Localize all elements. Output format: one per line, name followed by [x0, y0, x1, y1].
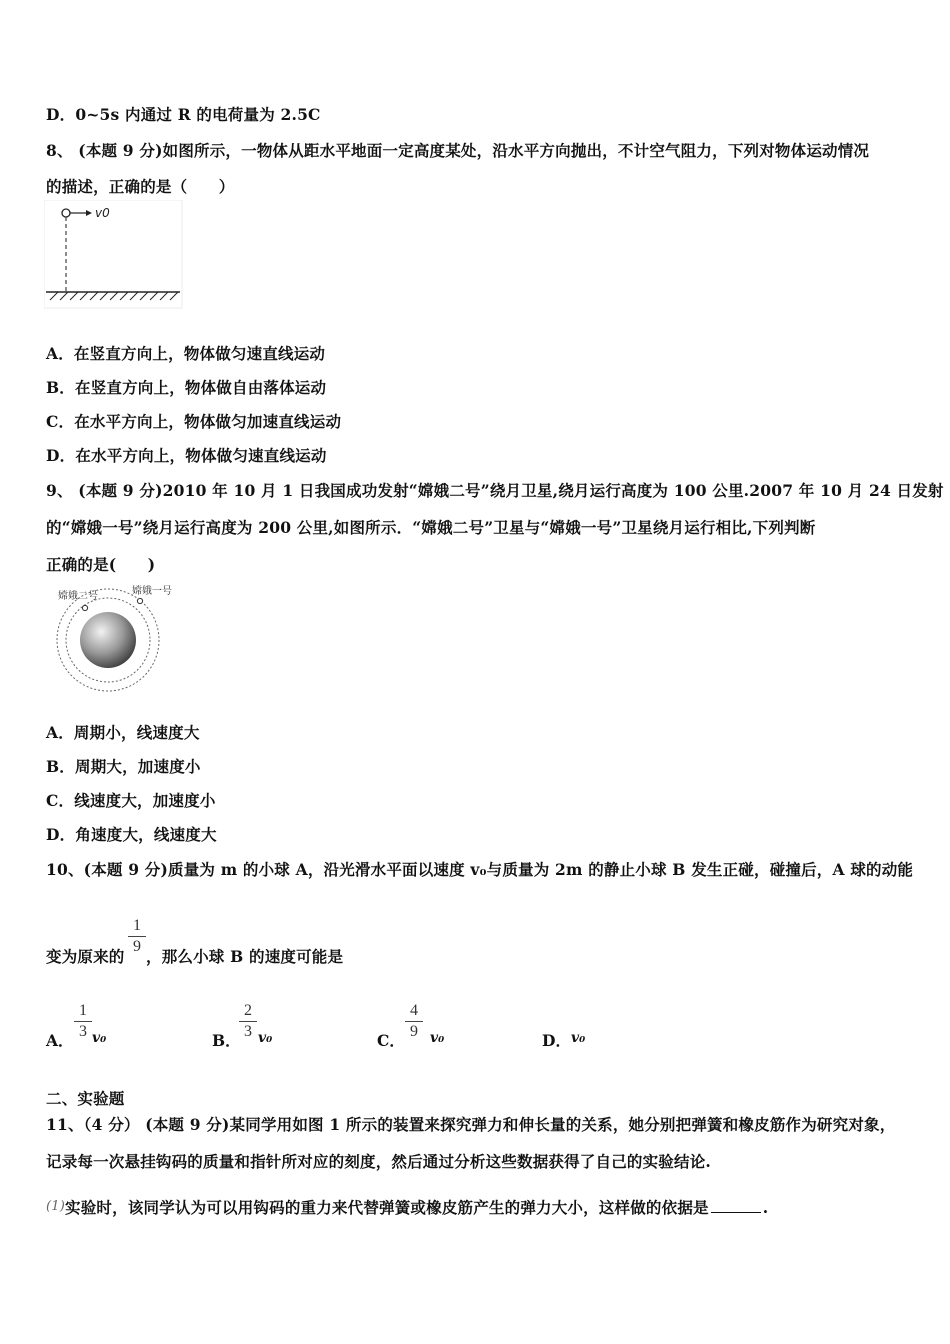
q11-stem-line1: 11、（4 分） (本题 9 分)某同学用如图 1 所示的装置来探究弹力和伸长量的关系，她分别把弹簧和橡皮筋作为研究对象， — [46, 1115, 896, 1134]
label-change2: 嫦娥二号 — [58, 591, 98, 602]
q11-sub1 — [46, 1196, 768, 1218]
q8-option-b: B．在竖直方向上，物体做自由落体运动 — [46, 378, 327, 397]
q10-option-b-unit: v₀ — [258, 1030, 273, 1046]
q8-stem-line2: 的描述，正确的是（ ） — [46, 177, 235, 196]
q9-option-d: D．角速度大，线速度大 — [46, 825, 217, 844]
satellite-1-icon — [137, 598, 142, 603]
q10-option-a-frac — [74, 1003, 92, 1040]
q10-option-b-frac — [239, 1003, 257, 1040]
q9-stem-line3: 正确的是( ) — [46, 555, 156, 574]
v0-label: v0 — [95, 206, 110, 220]
q8-option-a: A．在竖直方向上，物体做匀速直线运动 — [46, 344, 326, 363]
q10-stem-line2-prefix: 变为原来的 — [46, 947, 125, 966]
label-change1: 嫦娥一号 — [132, 586, 172, 597]
frac-num: 2 — [244, 1002, 252, 1019]
q11-sub1-blank — [711, 1212, 761, 1213]
q10-option-a-unit: v₀ — [92, 1030, 107, 1046]
section2-title: 二、实验题 — [46, 1089, 125, 1108]
q10-option-a-letter: A． — [46, 1031, 74, 1050]
q9-stem-line2: 的“嫦娥一号”绕月运行高度为 200 公里,如图所示．“嫦娥二号”卫星与“嫦娥一号”卫星绕月运行相比,下列判断 — [46, 518, 816, 537]
frac-den: 3 — [244, 1023, 252, 1040]
q10-option-c-unit: v₀ — [430, 1030, 445, 1046]
q11-sub1-text: 实验时，该同学认为可以用钩码的重力来代替弹簧或橡皮筋产生的弹力大小，这样做的依据是 — [65, 1198, 709, 1217]
q10-frac-num: 1 — [133, 917, 141, 934]
q10-option-b-letter: B． — [212, 1031, 241, 1050]
q9-option-a: A．周期小，线速度大 — [46, 723, 200, 742]
q11-stem-line2: 记录每一次悬挂钩码的质量和指针所对应的刻度，然后通过分析这些数据获得了自己的实验结论. — [46, 1152, 711, 1171]
frac-num: 4 — [410, 1002, 418, 1019]
q7-option-d: D．0~5s 内通过 R 的电荷量为 2.5C — [46, 105, 321, 124]
q10-option-d-letter: D． — [542, 1031, 571, 1050]
q9-option-b: B．周期大，加速度小 — [46, 757, 201, 776]
frac-num: 1 — [79, 1002, 87, 1019]
q10-stem-line2-suffix: ，那么小球 B 的速度可能是 — [146, 947, 344, 966]
q10-stem-line1: 10、(本题 9 分)质量为 m 的小球 A，沿光滑水平面以速度 v₀与质量为 2m 的静止小球 B 发生正碰，碰撞后，A 球的动能 — [46, 860, 914, 879]
q8-projectile-figure — [44, 200, 184, 310]
q9-stem-line1: 9、 (本题 9 分)2010 年 10 月 1 日我国成功发射“嫦娥二号”绕月卫星,绕月运行高度为 100 公里.2007 年 10 月 24 日发射 — [46, 481, 944, 500]
moon-icon — [80, 612, 136, 668]
satellite-2-icon — [82, 605, 87, 610]
q10-option-c-letter: C． — [377, 1031, 405, 1050]
q8-option-c: C．在水平方向上，物体做匀加速直线运动 — [46, 412, 342, 431]
q8-stem-line1: 8、 (本题 9 分)如图所示，一物体从距水平地面一定高度某处，沿水平方向抛出，不计空气阻力，下列对物体运动情况 — [46, 141, 870, 160]
q10-frac-den: 9 — [133, 938, 141, 955]
q9-orbit-figure — [52, 582, 182, 694]
q10-option-d-unit: v₀ — [571, 1030, 586, 1046]
frac-den: 3 — [79, 1023, 87, 1040]
q9-option-c: C．线速度大，加速度小 — [46, 791, 216, 810]
q11-sub1-end: . — [762, 1198, 769, 1217]
q10-option-c-frac — [405, 1003, 423, 1040]
q8-option-d: D．在水平方向上，物体做匀速直线运动 — [46, 446, 327, 465]
frac-den: 9 — [410, 1023, 418, 1040]
q11-sub1-marker: (1) — [46, 1199, 66, 1214]
q10-fraction — [128, 918, 146, 955]
